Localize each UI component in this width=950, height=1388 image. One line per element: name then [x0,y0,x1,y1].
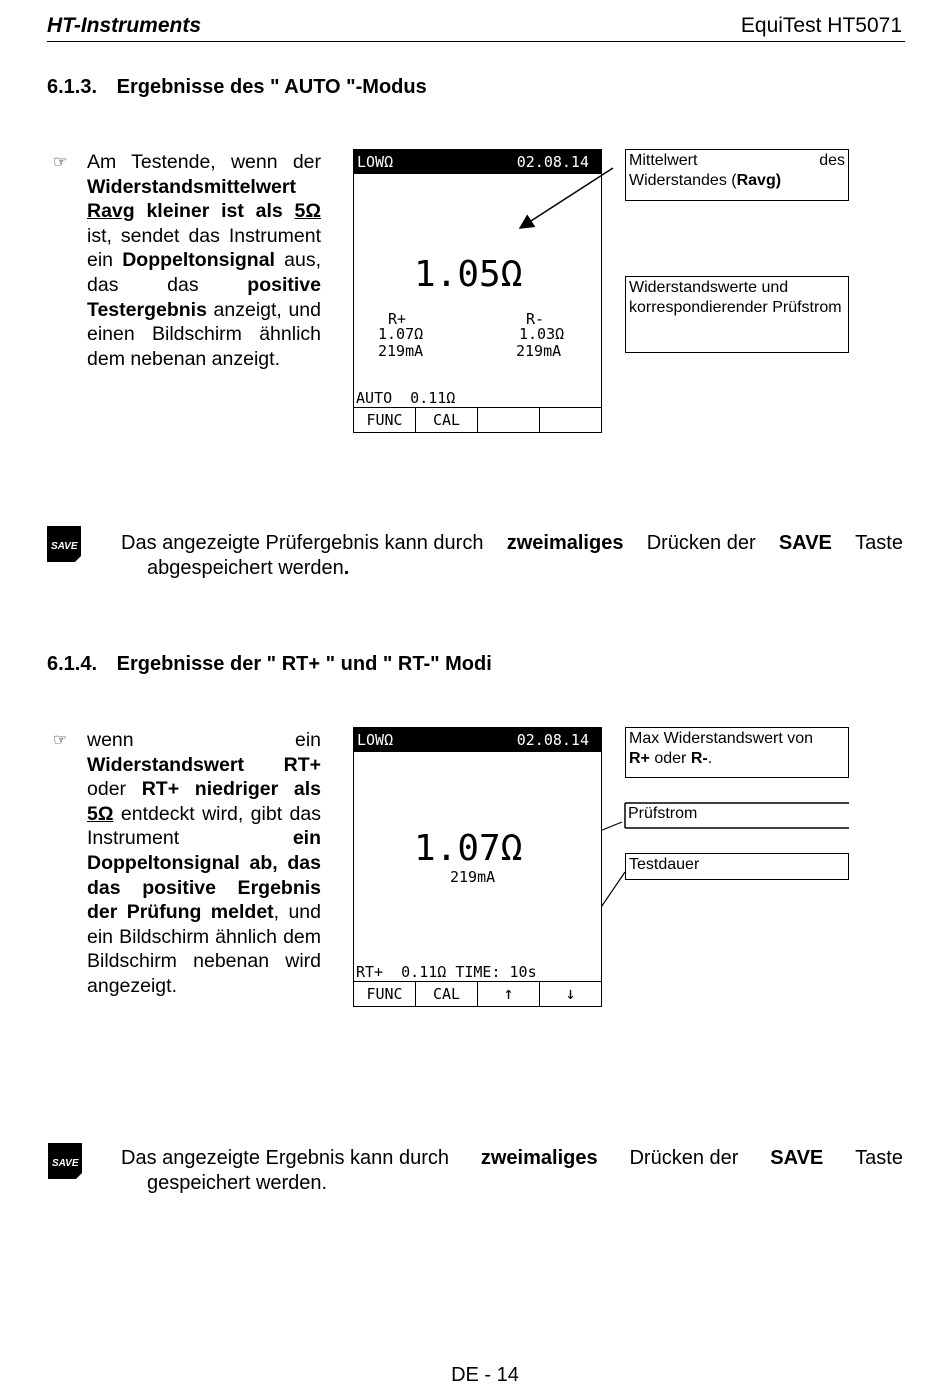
screen-mode: LOWΩ [357,153,394,171]
section-number: 6.1.3. [47,76,98,98]
pointing-hand-icon: ☞ [53,154,68,171]
rminus-label: R- [526,310,545,328]
softkey-row [354,981,601,1006]
section-title: Ergebnisse des " AUTO "-Modus [116,76,427,98]
section-heading-614 [47,653,492,676]
section-title: Ergebnisse der " RT+ " und " RT-" Modi [116,653,492,675]
screen-status-bar [354,728,601,752]
save-instruction-1: Das angezeigte Prüfergebnis kann durch zweimaliges Drücken der SAVE Taste abgespeichert werden. [121,532,903,579]
arrow-average [520,168,613,228]
rminus-value: 1.03Ω [519,325,565,343]
softkey-up-arrow[interactable]: ↑ [478,982,540,1006]
screen-mode-status: AUTO 0.11Ω [356,389,456,407]
rplus-value: 1.07Ω [378,325,424,343]
pointing-hand-icon: ☞ [53,732,68,749]
screen-date: 02.08.14 [516,153,589,171]
softkey-cal[interactable]: CAL [416,408,478,432]
rplus-label: R+ [388,310,407,328]
rt-mode-paragraph: wenn ein Widerstandswert RT+ oder RT+ niedriger als 5Ω entdeckt wird, gibt das Instrument ein Doppeltonsignal ab, das das positive Ergebnis der Prüfung meldet, und ein Bildschirm ähnlich dem Bildschirm nebenan wird angezeigt. [87,729,322,997]
callout-test-duration: Testdauer [625,853,849,880]
header-model: EquiTest HT5071 [740,14,902,37]
main-resistance-value: 1.05Ω [414,254,523,295]
softkey-cal[interactable]: CAL [416,982,478,1006]
svg-text:SAVE: SAVE [52,1158,79,1169]
save-icon [48,1143,82,1179]
rminus-current: 219mA [516,342,562,360]
callout-test-current: Prüfstrom [628,805,698,822]
softkey-down-arrow[interactable]: ↓ [565,984,576,1004]
page-number: DE - 14 [451,1364,519,1386]
save-instruction-2: Das angezeigte Ergebnis kann durch zweimaliges Drücken der SAVE Taste gespeichert werden. [121,1147,903,1194]
screen-date: 02.08.14 [516,731,589,749]
auto-mode-paragraph: Am Testende, wenn der Widerstandsmittelwert Ravg kleiner ist als 5Ω ist, sendet das Instrument ein Doppeltonsignal aus, das das positive Testergebnis anzeigt, und einen Bildschirm ähnlich dem nebenan anzeigt. [87,151,322,370]
main-resistance-value: 1.07Ω [414,828,523,869]
softkey-func[interactable]: FUNC [354,982,416,1006]
callout-max-resistance: Max Widerstandswert von R+ oder R-. [625,727,849,778]
test-current-value: 219mA [450,868,496,886]
header-brand: HT-Instruments [47,14,202,37]
instrument-screen-rt [353,727,602,1007]
section-number: 6.1.4. [47,653,98,675]
callout-resistance-values: Widerstandswerte und korrespondierender Prüfstrom [625,276,849,353]
screen-mode-status: RT+ 0.11Ω TIME: 10s [356,963,537,981]
callout-average-resistance: Mittelwert des Widerstandes (Ravg) [625,149,849,201]
rplus-current: 219mA [378,342,424,360]
softkey-func[interactable]: FUNC [354,408,416,432]
save-icon [47,526,81,562]
svg-text:SAVE: SAVE [51,541,78,552]
screen-mode: LOWΩ [357,731,394,749]
